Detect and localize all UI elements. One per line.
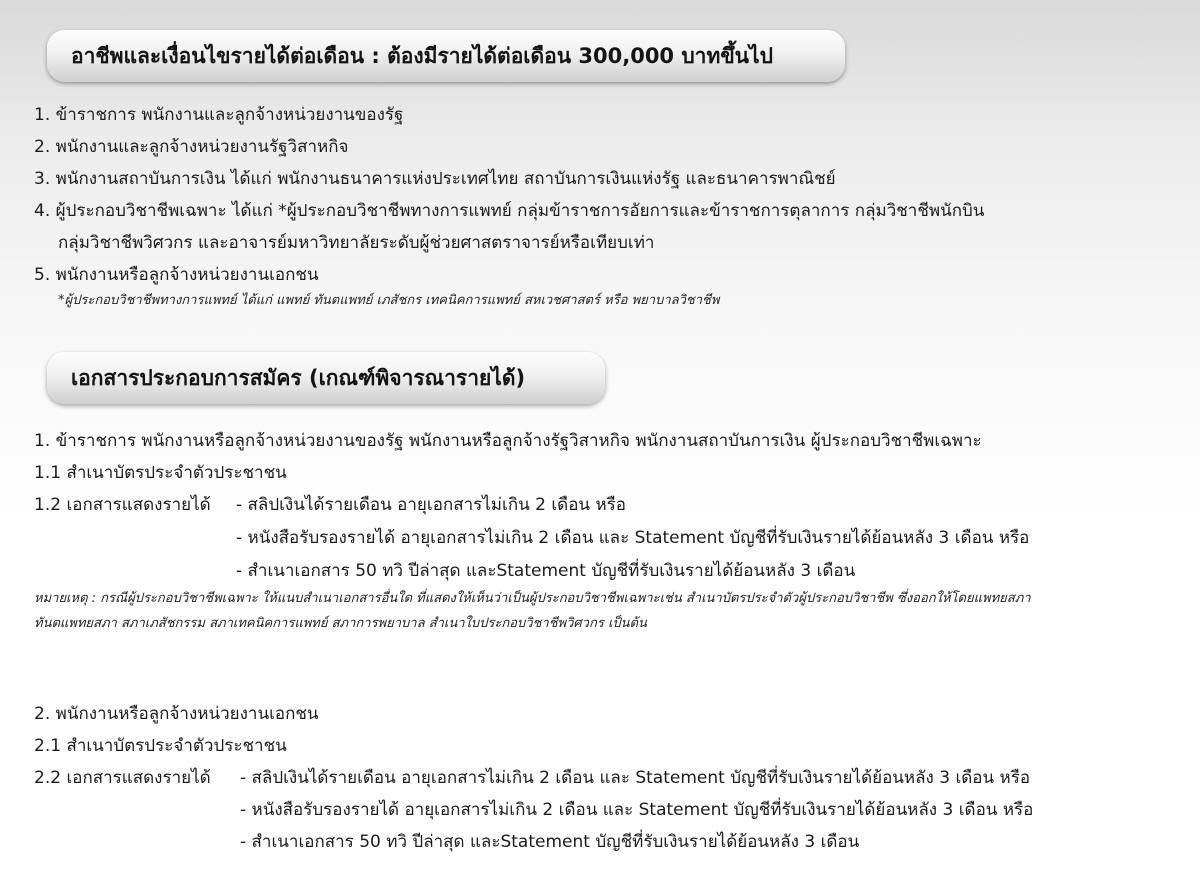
section1-heading (47, 30, 845, 82)
group2-title: 2. พนักงานหรือลูกจ้างหน่วยงานเอกชน (34, 704, 319, 724)
section1-heading-text: อาชีพและเงื่อนไขรายได้ต่อเดือน : ต้องมีรายได้ต่อเดือน 300,000 บาทขึ้นไป (71, 43, 773, 68)
group1-income-item-2: - หนังสือรับรองรายได้ อายุเอกสารไม่เกิน 2 เดือน และ Statement บัญชีที่รับเงินรายได้ย้อนหลัง 3 เดือน หรือ (236, 528, 1030, 548)
occupation-item-1: 1. ข้าราชการ พนักงานและลูกจ้างหน่วยงานของรัฐ (34, 105, 404, 125)
occupation-item-4: 4. ผู้ประกอบวิชาชีพเฉพาะ ได้แก่ *ผู้ประกอบวิชาชีพทางการแพทย์ กลุ่มข้าราชการอัยการและข้าราชการตุลาการ กลุ่มวิชาชีพนักบิน (34, 201, 985, 221)
section2-heading-text: เอกสารประกอบการสมัคร (เกณฑ์พิจารณารายได้) (71, 365, 526, 390)
occupation-item-2: 2. พนักงานและลูกจ้างหน่วยงานรัฐวิสาหกิจ (34, 137, 349, 157)
occupation-item-3: 3. พนักงานสถาบันการเงิน ได้แก่ พนักงานธนาคารแห่งประเทศไทย สถาบันการเงินแห่งรัฐ และธนาคารพาณิชย์ (34, 169, 836, 189)
group2-income-label: 2.2 เอกสารแสดงรายได้ (34, 768, 211, 788)
section2-heading (47, 352, 605, 404)
group2-income-item-1: - สลิปเงินได้รายเดือน อายุเอกสารไม่เกิน 2 เดือน และ Statement บัญชีที่รับเงินรายได้ย้อนหลัง 3 เดือน หรือ (240, 768, 1031, 788)
medical-footnote: *ผู้ประกอบวิชาชีพทางการแพทย์ ได้แก่ แพทย์ ทันตแพทย์ เภสัชกร เทคนิคการแพทย์ สหเวชศาสตร์ หรือ พยาบาลวิชาชีพ (58, 293, 720, 308)
group1-title: 1. ข้าราชการ พนักงานหรือลูกจ้างหน่วยงานของรัฐ พนักงานหรือลูกจ้างรัฐวิสาหกิจ พนักงานสถาบันการเงิน ผู้ประกอบวิชาชีพเฉพาะ (34, 431, 982, 451)
group1-income-label: 1.2 เอกสารแสดงรายได้ (34, 495, 211, 515)
group1-id-copy: 1.1 สำเนาบัตรประจำตัวประชาชน (34, 463, 287, 483)
occupation-item-4-continued: กลุ่มวิชาชีพวิศวกร และอาจารย์มหาวิทยาลัยระดับผู้ช่วยศาสตราจารย์หรือเทียบเท่า (58, 233, 655, 253)
group2-id-copy: 2.1 สำเนาบัตรประจำตัวประชาชน (34, 736, 287, 756)
group2-income-item-2: - หนังสือรับรองรายได้ อายุเอกสารไม่เกิน 2 เดือน และ Statement บัญชีที่รับเงินรายได้ย้อนหลัง 3 เดือน หรือ (240, 800, 1034, 820)
group1-income-item-3: - สำเนาเอกสาร 50 ทวิ ปีล่าสุด และStatement บัญชีที่รับเงินรายได้ย้อนหลัง 3 เดือน (236, 561, 856, 581)
group1-note-line-1: หมายเหตุ : กรณีผู้ประกอบวิชาชีพเฉพาะ ให้แนบสำเนาเอกสารอื่นใด ที่แสดงให้เห็นว่าเป็นผู้ประกอบวิชาชีพเฉพาะเช่น สำเนาบัตรประจำตัวผู้ประกอบวิชาชีพ ซึ่งออกให้โดยแพทยสภา (34, 591, 1031, 606)
group2-income-item-3: - สำเนาเอกสาร 50 ทวิ ปีล่าสุด และStatement บัญชีที่รับเงินรายได้ย้อนหลัง 3 เดือน (240, 832, 860, 852)
group1-note-line-2: ทันตแพทยสภา สภาเภสัชกรรม สภาเทคนิคการแพทย์ สภาการพยาบาล สำเนาใบประกอบวิชาชีพวิศวกร เป็นต้น (34, 616, 647, 631)
occupation-item-5: 5. พนักงานหรือลูกจ้างหน่วยงานเอกชน (34, 265, 319, 285)
group1-income-item-1: - สลิปเงินได้รายเดือน อายุเอกสารไม่เกิน 2 เดือน หรือ (236, 495, 626, 515)
